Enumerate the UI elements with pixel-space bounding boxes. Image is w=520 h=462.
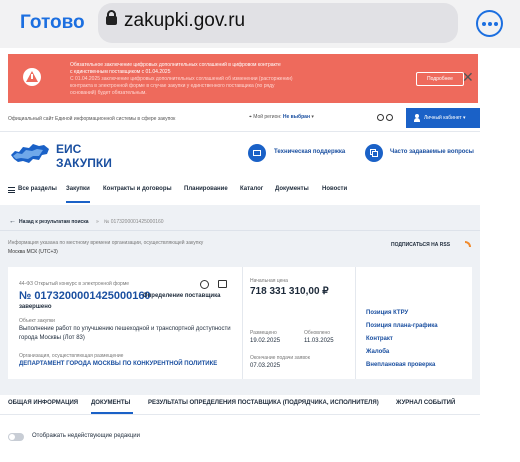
- procurement-subject: Выполнение работ по улучшению пешеходной и транспортной доступности города Москвы (Лот 83): [19, 326, 231, 341]
- plan-schedule-link[interactable]: Позиция плана-графика: [366, 323, 438, 329]
- nav-item-catalog[interactable]: Каталог: [240, 186, 264, 192]
- tab-general-info[interactable]: ОБЩАЯ ИНФОРМАЦИЯ: [8, 400, 79, 406]
- support-link[interactable]: Техническая поддержка: [274, 149, 346, 155]
- procurement-type: 44-ФЗ Открытый конкурс в электронной форме: [19, 281, 130, 287]
- registry-number-link[interactable]: № 0173200001425000160: [19, 290, 151, 302]
- warning-icon: [23, 68, 41, 86]
- region-selector[interactable]: [249, 114, 314, 120]
- personal-cabinet-button[interactable]: [406, 108, 480, 128]
- alert-line: Обязательное заключение цифровых дополнительных соглашений в цифровом контракте: [70, 62, 281, 68]
- nav-item-all-sections[interactable]: Все разделы: [18, 186, 57, 192]
- unscheduled-check-link[interactable]: Внеплановая проверка: [366, 362, 436, 368]
- toggle-label: Отображать недействующие редакции: [32, 433, 141, 439]
- logo-text[interactable]: ЗАКУПКИ: [56, 156, 112, 170]
- tab-documents[interactable]: ДОКУМЕНТЫ: [91, 400, 131, 406]
- alert-text: [70, 62, 390, 97]
- lock-icon: [106, 10, 117, 25]
- divider: [0, 414, 480, 415]
- updated-label: Обновлено: [304, 330, 331, 336]
- rss-subscribe-link[interactable]: ПОДПИСАТЬСЯ НА RSS: [391, 242, 451, 248]
- breadcrumb-current: № 0173200001425000160: [104, 219, 164, 225]
- nav-item-contracts[interactable]: Контракты и договоры: [103, 186, 172, 192]
- menu-icon[interactable]: [8, 187, 15, 193]
- close-icon[interactable]: ✕: [462, 69, 474, 85]
- url-text[interactable]: zakupki.gov.ru: [124, 10, 246, 31]
- chevron-down-icon: ▾: [463, 115, 466, 121]
- posted-date: 19.02.2025: [250, 338, 281, 344]
- envelope-icon[interactable]: [248, 144, 266, 162]
- divider: [0, 131, 480, 132]
- timezone-value: Москва МСК (UTC+3): [8, 249, 58, 255]
- divider: [0, 230, 480, 231]
- clock-icon[interactable]: [200, 280, 209, 289]
- faq-link[interactable]: Часто задаваемые вопросы: [390, 149, 474, 155]
- divider: [355, 267, 356, 379]
- cabinet-label: Личный кабинет: [424, 115, 462, 121]
- arrow-left-icon[interactable]: ←: [9, 218, 16, 225]
- procurement-status: завершено: [19, 304, 52, 310]
- organization-link[interactable]: ДЕПАРТАМЕНТ ГОРОДА МОСКВЫ ПО КОНКУРЕНТНОЙ ПОЛИТИКЕ: [19, 361, 218, 367]
- organization-label: Организация, осуществляющая размещение: [19, 353, 124, 359]
- nav-item-news[interactable]: Новости: [322, 186, 348, 192]
- posted-label: Размещено: [250, 330, 277, 336]
- tab-event-log[interactable]: ЖУРНАЛ СОБЫТИЙ: [396, 400, 456, 406]
- nav-item-documents[interactable]: Документы: [275, 186, 309, 192]
- subject-label: Объект закупки: [19, 318, 55, 324]
- updated-date: 11.03.2025: [304, 338, 334, 344]
- price-label: Начальная цена: [250, 278, 288, 284]
- active-nav-indicator: [66, 201, 90, 203]
- complaint-link[interactable]: Жалоба: [366, 349, 390, 355]
- divider: [242, 267, 243, 379]
- region-value[interactable]: Не выбран: [282, 114, 310, 120]
- alert-banner: [8, 54, 478, 103]
- map-pin-icon: ⌖: [249, 114, 252, 120]
- nav-item-planning[interactable]: Планирование: [184, 186, 228, 192]
- alert-line: с единственным поставщиком с 01.04.2025: [70, 69, 171, 75]
- site-description: Официальный сайт Единой информационной системы в сфере закупок: [8, 116, 176, 122]
- region-label: Мой регион:: [253, 114, 282, 120]
- nav-item-procurements[interactable]: Закупки: [66, 186, 90, 192]
- glasses-icon[interactable]: [377, 114, 393, 122]
- alert-line: С 01.04.2025 заключение цифровых дополнительных соглашений об изменении (расторжении): [70, 76, 293, 82]
- initial-price: 718 331 310,00 ₽: [250, 286, 329, 297]
- russia-map-logo-icon[interactable]: [9, 141, 51, 167]
- chevron-down-icon: ▾: [311, 114, 314, 120]
- done-button[interactable]: Готово: [20, 12, 85, 33]
- deadline-date: 07.03.2025: [250, 363, 281, 369]
- print-icon[interactable]: [218, 280, 227, 288]
- copy-icon[interactable]: [365, 144, 383, 162]
- ktru-link[interactable]: Позиция КТРУ: [366, 310, 409, 316]
- alert-line: контракта в электронной форме в случае закупки у единственного поставщика (по ряду: [70, 83, 275, 89]
- timezone-note: Информация указана по местному времени организации, осуществляющей закупку: [8, 240, 204, 246]
- user-icon: [414, 114, 420, 122]
- breadcrumb-separator: »: [96, 219, 99, 225]
- ellipsis-circle-icon[interactable]: [476, 10, 503, 37]
- alert-line: оснований) будет обязательным.: [70, 90, 147, 96]
- alert-more-button[interactable]: Подробнее: [416, 72, 464, 86]
- inactive-versions-toggle[interactable]: [8, 433, 24, 441]
- procurement-status: Определение поставщика: [143, 293, 221, 299]
- tab-supplier-results[interactable]: РЕЗУЛЬТАТЫ ОПРЕДЕЛЕНИЯ ПОСТАВЩИКА (ПОДРЯДЧИКА, ИСПОЛНИТЕЛЯ): [148, 400, 379, 406]
- deadline-label: Окончание подачи заявок: [250, 355, 310, 361]
- contract-link[interactable]: Контракт: [366, 336, 393, 342]
- logo-text[interactable]: ЕИС: [56, 142, 82, 156]
- breadcrumb-back-link[interactable]: Назад к результатам поиска: [19, 219, 89, 225]
